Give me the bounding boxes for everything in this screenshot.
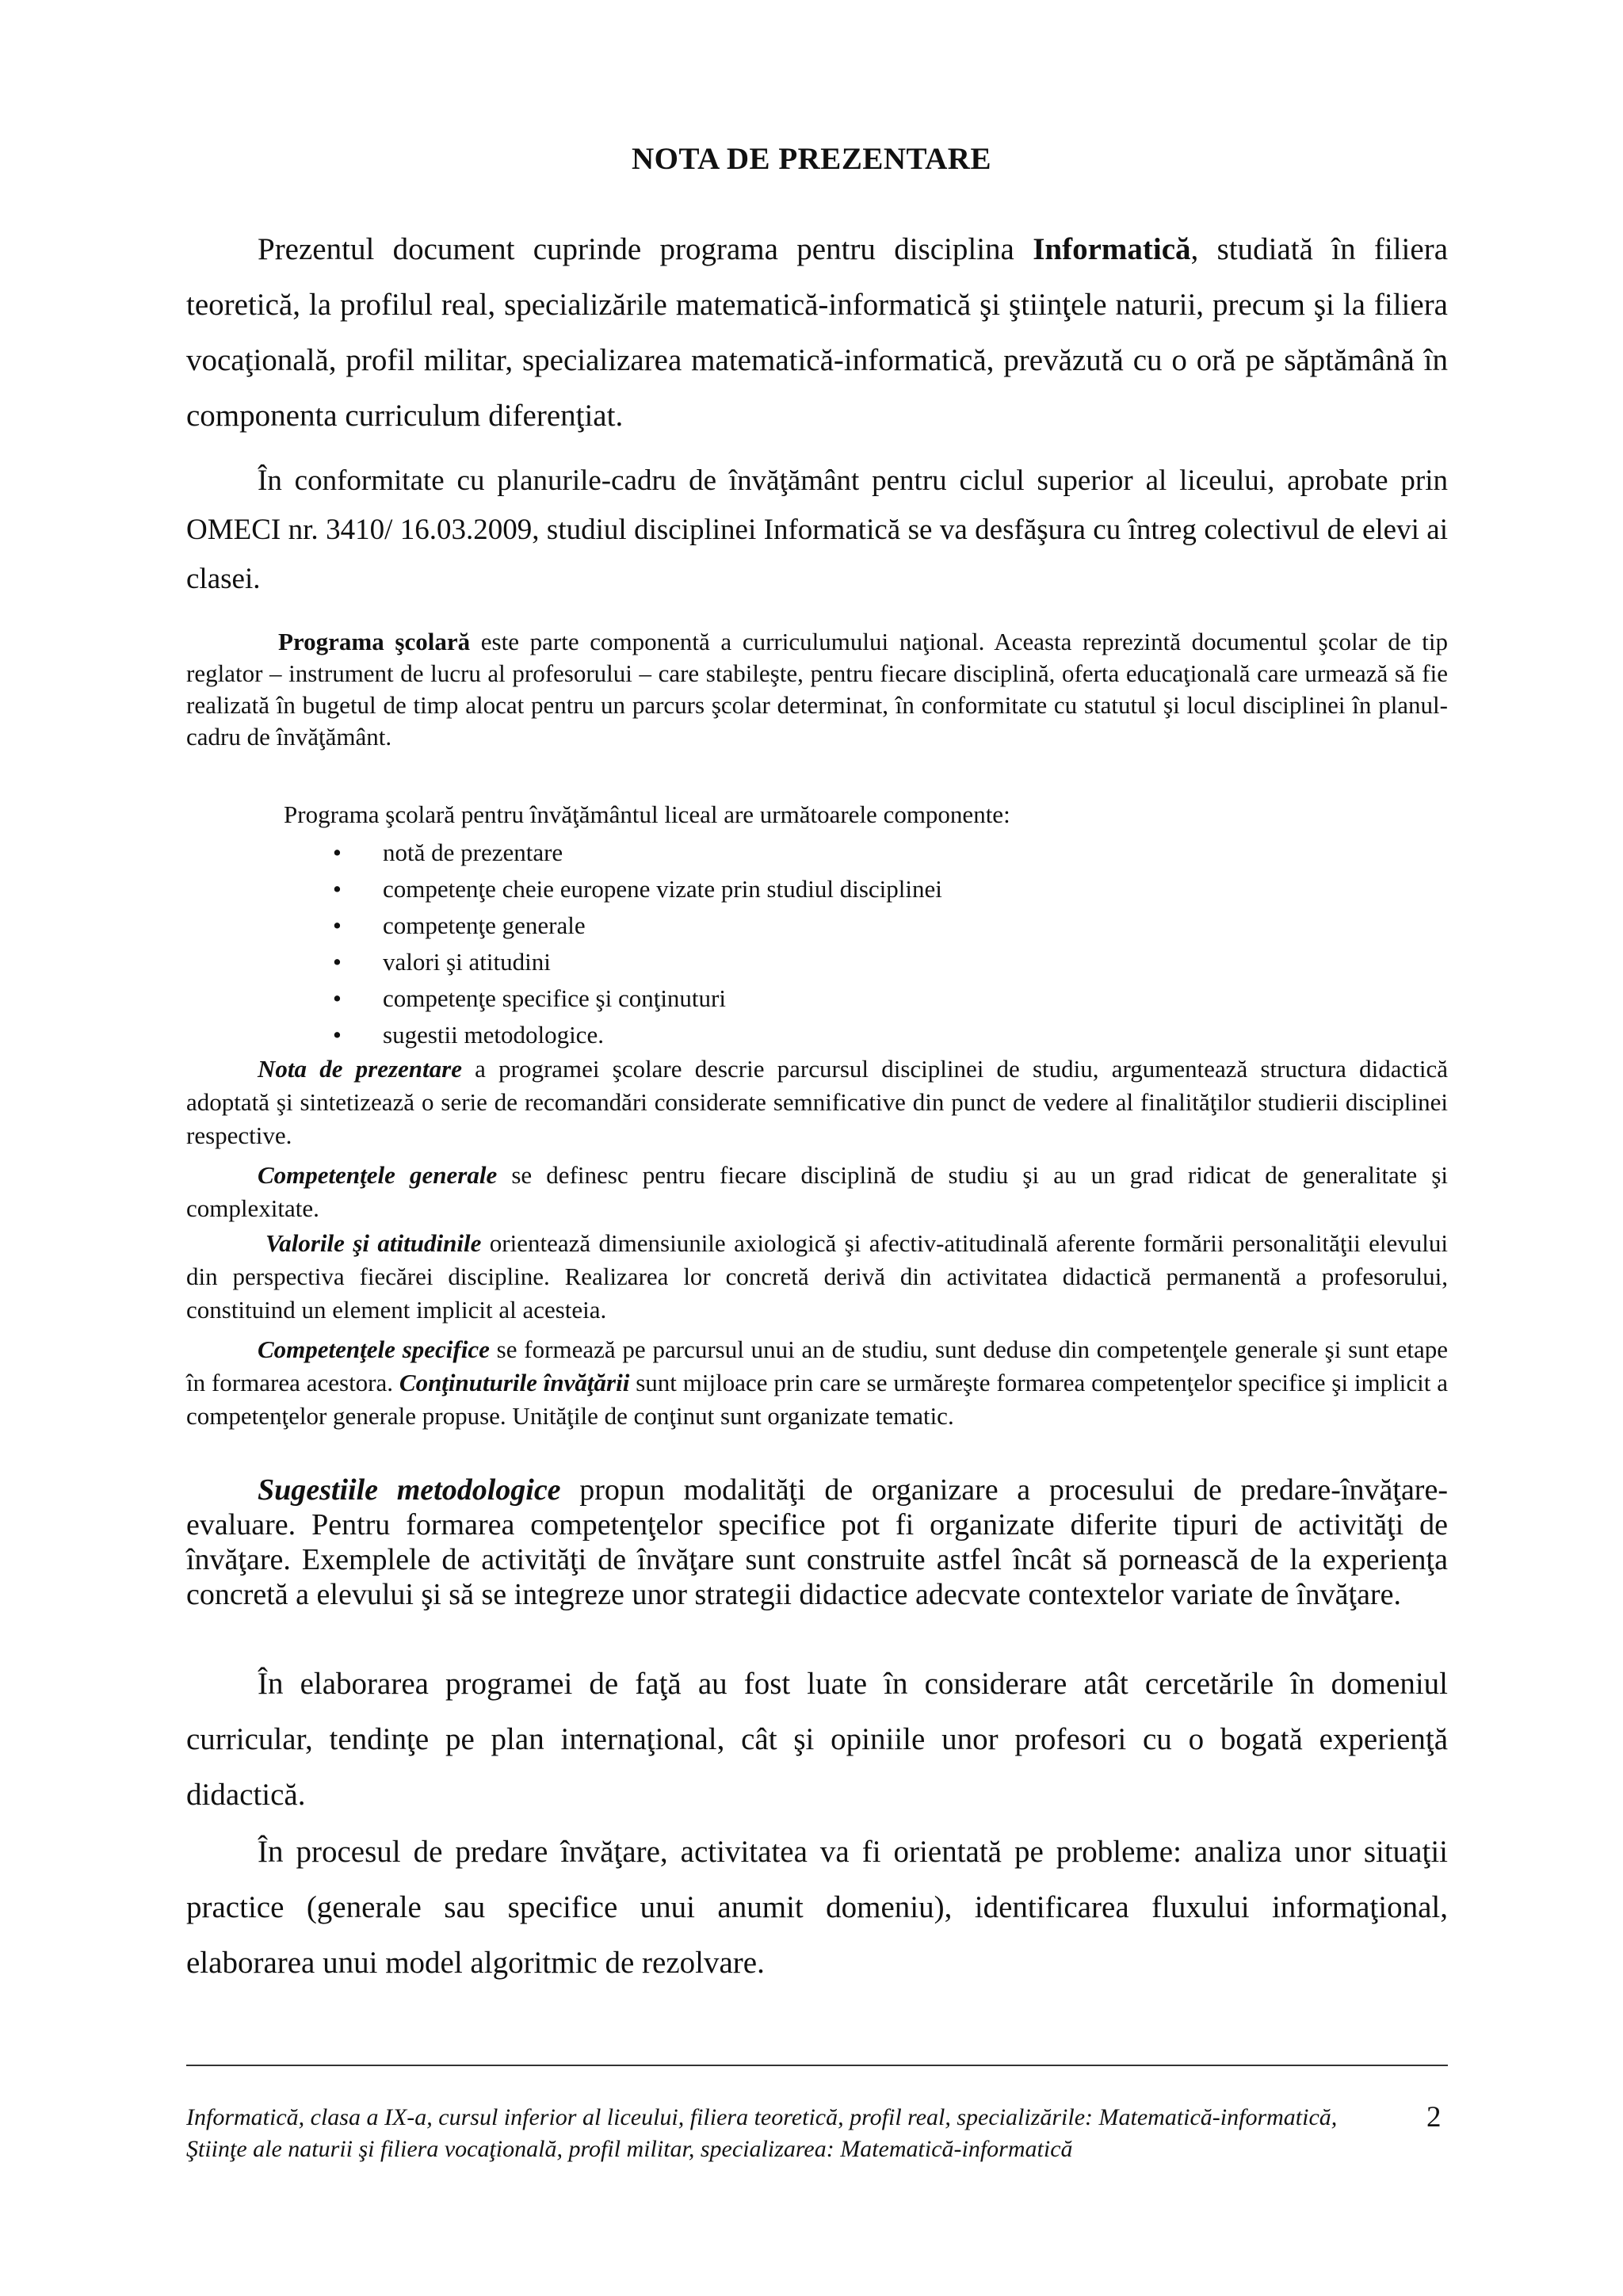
paragraph-conformity xyxy=(186,457,1448,604)
paragraph-elaborare xyxy=(186,1656,1448,1823)
text-run: a programei şcolare descrie parcursul disciplinei de studiu, argumentează structura didactică adoptată şi sintetizează o serie de recomandări considerate semnificative din punct de vedere al finalităţilor studierii disciplinei respective. xyxy=(186,1055,1448,1149)
page-footer: Informatică, clasa a IX-a, cursul inferior al liceului, filiera teoretică, profil real, specializările: Matematică-informatică, Ştiinţe ale naturii şi filiera vocaţională, profil militar, specializarea: Matematică-informatică xyxy=(186,2104,1338,2162)
paragraph-proces xyxy=(186,1824,1448,1991)
bold-text: Informatică xyxy=(1033,232,1191,266)
list-item-text: competenţe cheie europene vizate prin studiul disciplinei xyxy=(383,875,942,903)
list-item-text: valori şi atitudini xyxy=(383,948,551,976)
list-item xyxy=(333,871,942,907)
text-run: se definesc pentru fiecare disciplină de studiu şi au un grad ridicat de generalitate şi complexitate. xyxy=(186,1161,1448,1222)
text-run: se formează pe parcursul unui an de studiu, sunt deduse din competenţele generale şi sunt etape în formarea acestora. xyxy=(186,1335,1449,1396)
bullet-icon: • xyxy=(333,839,342,866)
list-item xyxy=(333,980,942,1017)
paragraph-valori xyxy=(186,1227,1448,1327)
bold-italic-text: Sugestiile metodologice xyxy=(258,1473,561,1507)
bullet-icon: • xyxy=(333,984,342,1012)
bold-italic-text: Competenţele specifice xyxy=(258,1335,490,1363)
paragraph-text: În procesul de predare învăţare, activitatea va fi orientată pe probleme: analiza unor situaţii practice (generale sau specifice unui anumit domeniu), identificarea fluxului informaţional, elaborarea unui model algoritmic de rezolvare. xyxy=(186,1835,1448,1980)
text-run: sunt mijloace prin care se urmăreşte formarea competenţelor specifice şi implicit a competenţelor generale propuse. Unităţile de conţinut sunt organizate tematic. xyxy=(186,1369,1448,1430)
list-item-text: competenţe specifice şi conţinuturi xyxy=(383,984,726,1012)
text-run: orientează dimensiunile axiologică şi afectiv-atitudinală aferente formării personalităţii elevului din perspectiva fiecărei discipline. Realizarea lor concretă derivă din activitatea didactică permanentă a profesorului, constituind un element implicit al acesteia. xyxy=(186,1229,1448,1324)
paragraph-text: În elaborarea programei de faţă au fost luate în considerare atât cercetările în domeniul curricular, tendinţe pe plan internaţional, cât şi opiniile unor profesori cu o bogată experienţă didactică. xyxy=(186,1667,1448,1812)
paragraph-programa xyxy=(186,626,1448,753)
bullet-icon: • xyxy=(333,875,342,903)
list-item xyxy=(333,907,942,944)
list-item xyxy=(333,835,942,871)
page-number: 2 xyxy=(1426,2101,1442,2134)
text-run: este parte componentă a curriculumului naţional. Aceasta reprezintă documentul şcolar de tip reglator – instrument de lucru al profesorului – care stabileşte, pentru fiecare disciplină, oferta educaţională care urmează să fie realizată în bugetul de timp alocat pentru un parcurs şcolar determinat, în conformitate cu statutul şi locul disciplinei în planul-cadru de învăţământ. xyxy=(186,628,1448,751)
footer-divider xyxy=(186,2065,1448,2066)
list-item-text: competenţe generale xyxy=(383,911,586,939)
paragraph-competente-generale xyxy=(186,1159,1448,1225)
text-run: , studiată în filiera teoretică, la profilul real, specializările matematică-informatică şi ştiinţele naturii, precum şi la filiera vocaţională, profil militar, specializarea matematică-informatică, prevăzută cu o oră pe săptămână în componenta curriculum diferenţiat. xyxy=(186,232,1449,433)
paragraph-intro xyxy=(186,222,1448,444)
list-item xyxy=(333,944,942,980)
bullet-icon: • xyxy=(333,911,342,939)
bullet-icon: • xyxy=(333,948,342,976)
paragraph-nota xyxy=(186,1052,1448,1152)
bullet-icon: • xyxy=(333,1021,342,1049)
text-run: Prezentul document cuprinde programa pentru disciplina xyxy=(258,232,1033,266)
list-item-text: notă de prezentare xyxy=(383,839,563,866)
bold-italic-text: Conţinuturile învăţării xyxy=(399,1369,630,1396)
page-title: NOTA DE PREZENTARE xyxy=(632,142,991,176)
bold-italic-text: Competenţele generale xyxy=(258,1161,498,1189)
bold-italic-text: Valorile şi atitudinile xyxy=(265,1229,482,1257)
components-intro: Programa şcolară pentru învăţământul liceal are următoarele componente: xyxy=(284,800,1010,828)
paragraph-sugestii xyxy=(186,1473,1448,1612)
paragraph-text: În conformitate cu planurile-cadru de învăţământ pentru ciclul superior al liceului, aprobate prin OMECI nr. 3410/ 16.03.2009, studiul disciplinei Informatică se va desfăşura cu întreg colectivul de elevi ai clasei. xyxy=(186,464,1448,595)
list-item-text: sugestii metodologice. xyxy=(383,1021,604,1049)
bold-text: Programa şcolară xyxy=(278,628,471,655)
text-run: propun modalităţi de organizare a procesului de predare-învăţare-evaluare. Pentru formarea competenţelor specifice pot fi organizate diferite tipuri de activităţi de învăţare. Exemplele de activităţi de învăţare sunt construite astfel încât să pornească de la experienţa concretă a elevului şi să se integreze unor strategii didactice adecvate contextelor variate de învăţare. xyxy=(186,1473,1448,1611)
list-item xyxy=(333,1017,942,1053)
components-list xyxy=(333,835,942,1053)
paragraph-competente-specifice xyxy=(186,1333,1448,1433)
bold-italic-text: Nota de prezentare xyxy=(258,1055,462,1083)
